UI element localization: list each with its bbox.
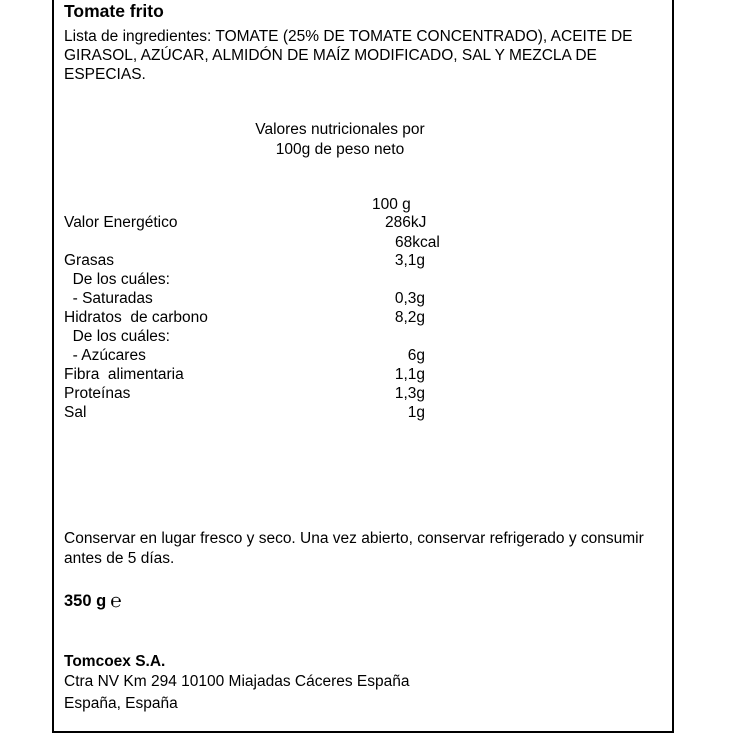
product-title: Tomate frito xyxy=(64,1,164,21)
nutrition-row-label: Grasas xyxy=(64,252,114,269)
energy-kj-value: 286kJ xyxy=(385,214,427,231)
nutrition-row-value: 1g xyxy=(407,404,425,421)
ingredients-list: Lista de ingredientes: TOMATE (25% DE TOMATE CONCENTRADO), ACEITE DE GIRASOL, AZÚCAR, ALMIDÓN DE MAÍZ MODIFICADO, SAL Y MEZCLA DE ESPECIAS. xyxy=(64,28,633,83)
nutrition-row-value: 1,3g xyxy=(394,385,425,402)
nutrition-heading-line1: Valores nutricionales por xyxy=(255,121,425,138)
nutrition-row-label: De los cuáles: xyxy=(64,328,170,345)
nutrition-column-header: 100 g xyxy=(372,196,411,213)
nutrition-row-label: Proteínas xyxy=(64,385,131,402)
nutrition-row-value: 3,1g xyxy=(394,252,425,269)
energy-kcal-value: 68kcal xyxy=(395,234,440,251)
nutrition-row-label: De los cuáles: xyxy=(64,271,170,288)
manufacturer-name: Tomcoex S.A. xyxy=(64,653,166,670)
manufacturer-address: Ctra NV Km 294 10100 Miajadas Cáceres España xyxy=(64,673,410,690)
nutrition-row-label: - Azúcares xyxy=(64,347,146,364)
nutrition-row-value: 6g xyxy=(407,347,425,364)
nutrition-row-label: Fibra alimentaria xyxy=(64,366,184,383)
net-weight xyxy=(64,592,122,611)
nutrition-row-value: 1,1g xyxy=(394,366,425,383)
nutrition-row-label: Sal xyxy=(64,404,87,421)
estimated-sign-icon: ℮ xyxy=(110,591,122,612)
nutrition-row-value: 0,3g xyxy=(394,290,425,307)
manufacturer-country: España, España xyxy=(64,695,178,712)
nutrition-row-value: 8,2g xyxy=(394,309,425,326)
nutrition-row-label: - Saturadas xyxy=(64,290,153,307)
storage-instructions: Conservar en lugar fresco y seco. Una vez abierto, conservar refrigerado y consumir antes de 5 días. xyxy=(64,530,644,567)
nutrition-row-label: Hidratos de carbono xyxy=(64,309,208,326)
net-weight-amount: 350 g xyxy=(64,592,107,610)
energy-label: Valor Energético xyxy=(64,214,178,231)
nutrition-heading-line2: 100g de peso neto xyxy=(275,141,405,158)
